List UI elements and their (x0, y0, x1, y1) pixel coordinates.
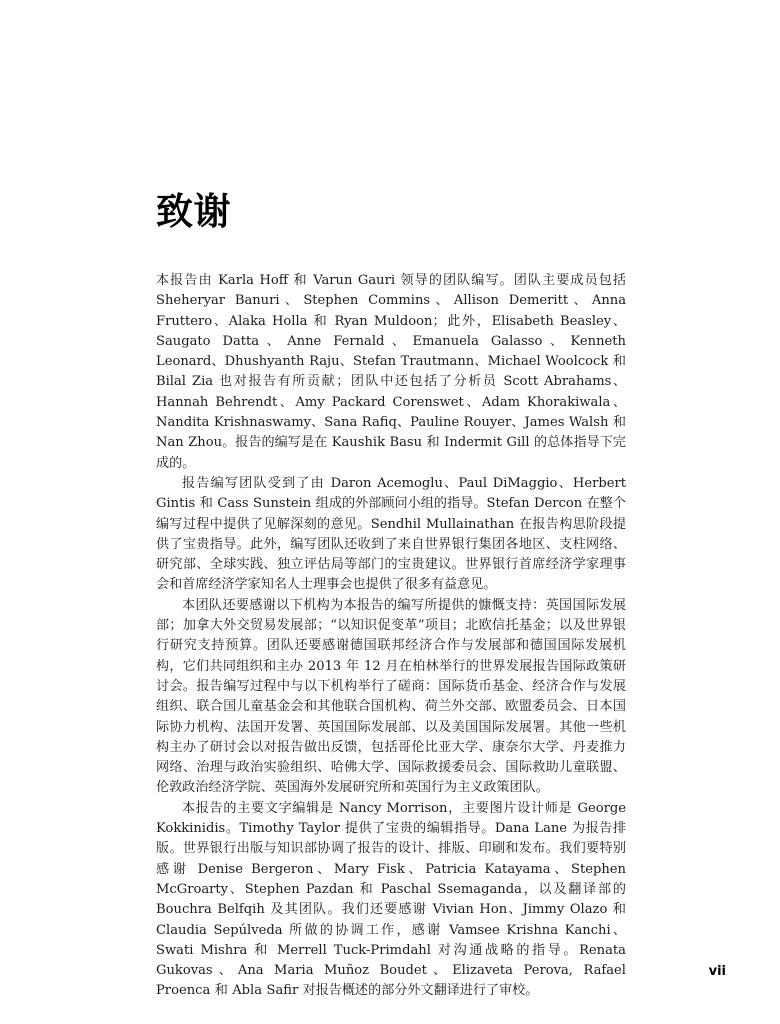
page-title: 致谢 (156, 189, 231, 233)
paragraph-2: 报告编写团队受到了由 Daron Acemoglu、Paul DiMaggio、Herbert Gintis 和 Cass Sunstein 组成的外部顾问小组的指导。Stefan Dercon 在整个编写过程中提供了见解深刻的意见。Sendhil Mullainathan 在报告构思阶段提供了宝贵指导。此外，编写团队还收到了来自世界银行集团各地区、支柱网络、研究部、全球实践、独立评估局等部门的宝贵建议。世界银行首席经济学家理事会和首席经济学家知名人士理事会也提供了很多有益意见。 (156, 475, 626, 593)
page-number: vii (708, 964, 726, 979)
body-text-block (156, 271, 626, 1002)
paragraph-3: 本团队还要感谢以下机构为本报告的编写所提供的慷慨支持：英国国际发展部；加拿大外交贸易发展部；“以知识促变革”项目；北欧信托基金；以及世界银行研究支持预算。团队还要感谢德国联邦经济合作与发展部和德国国际发展机构，它们共同组织和主办 2013 年 12 月在柏林举行的世界发展报告国际政策研讨会。报告编写过程中与以下机构举行了磋商：国际货币基金、经济合作与发展组织、联合国儿童基金会和其他联合国机构、荷兰外交部、欧盟委员会、日本国际协力机构、法国开发署、英国国际发展部、以及美国国际发展署。其他一些机构主办了研讨会以对报告做出反馈，包括哥伦比亚大学、康奈尔大学、丹麦推力网络、治理与政治实验组织、哈佛大学、国际救援委员会、国际救助儿童联盟、伦敦政治经济学院、英国海外发展研究所和英国行为主义政策团队。 (156, 597, 626, 796)
paragraph-1: 本报告由 Karla Hoff 和 Varun Gauri 领导的团队编写。团队主要成员包括 Sheheryar Banuri、Stephen Commins、Allison Demeritt、Anna Fruttero、Alaka Holla 和 Ryan Muldoon；此外，Elisabeth Beasley、Saugato Datta、Anne Fernald、Emanuela Galasso、Kenneth Leonard、Dhushyanth Raju、Stefan Trautmann、Michael Woolcock 和 Bilal Zia 也对报告有所贡献；团队中还包括了分析员 Scott Abrahams、Hannah Behrendt、Amy Packard Corenswet、Adam Khorakiwala、Nandita Krishnaswamy、Sana Rafiq、Pauline Rouyer、James Walsh 和 Nan Zhou。报告的编写是在 Kaushik Basu 和 Indermit Gill 的总体指导下完成的。 (156, 273, 626, 471)
paragraph-4: 本报告的主要文字编辑是 Nancy Morrison，主要图片设计师是 George Kokkinidis。Timothy Taylor 提供了宝贵的编辑指导。Dana Lane 为报告排版。世界银行出版与知识部协调了报告的设计、排版、印刷和发布。我们要特别感谢 Denise Bergeron、Mary Fisk、Patricia Katayama、Stephen McGroarty、Stephen Pazdan 和 Paschal Ssemaganda，以及翻译部的 Bouchra Belfqih 及其团队。我们还要感谢 Vivian Hon、Jimmy Olazo 和 Claudia Sepúlveda 所做的协调工作，感谢 Vamsee Krishna Kanchi、Swati Mishra 和 Merrell Tuck-Primdahl 对沟通战略的指导。Renata Gukovas、Ana Maria Muñoz Boudet、Elizaveta Perova, Rafael Proenca 和 Abla Safir 对报告概述的部分外文翻译进行了审校。 (156, 800, 626, 999)
